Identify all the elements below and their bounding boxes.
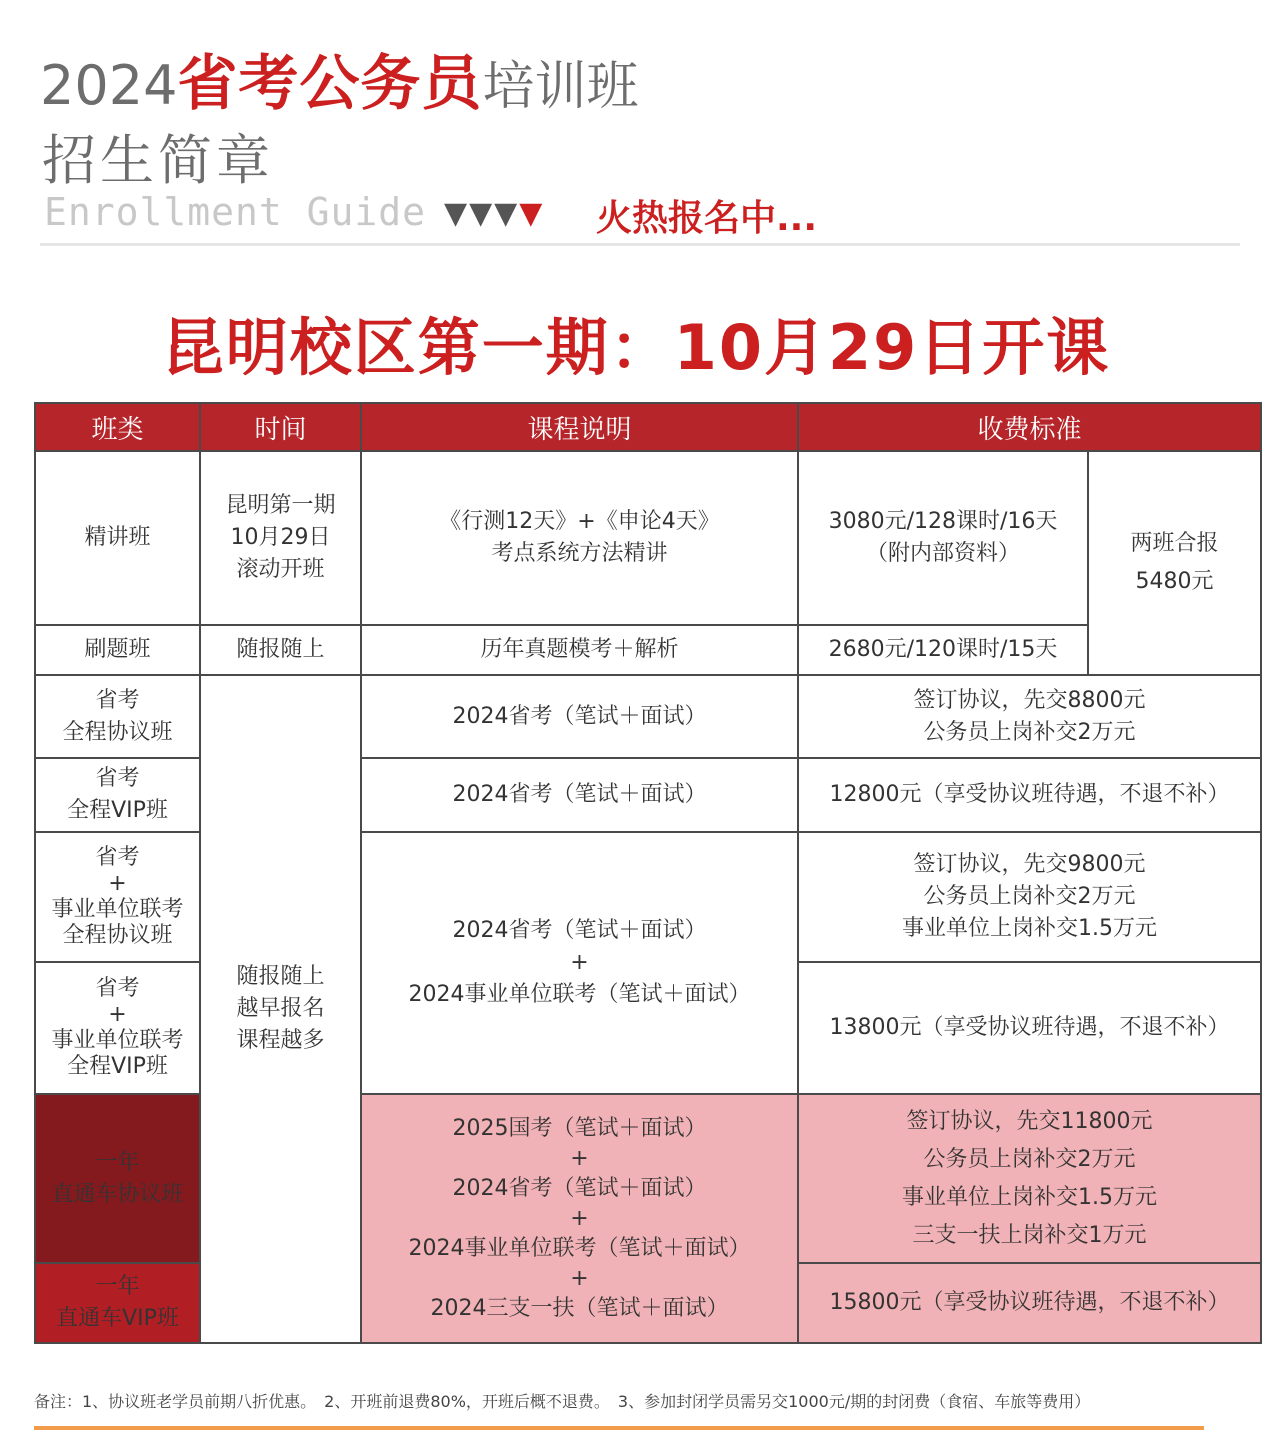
- fee-table: [34, 402, 1262, 1344]
- type-line: 全程协议班: [62, 923, 173, 948]
- time-cell-shared: [200, 675, 361, 1343]
- english-subtitle: Enrollment Guide: [44, 190, 427, 234]
- header-fee: 收费标准: [798, 403, 1261, 451]
- table-header-row: [35, 403, 1261, 451]
- time-line: 随报随上: [236, 964, 325, 989]
- table-row: [35, 451, 1261, 625]
- fee-cell: [798, 675, 1261, 758]
- fee-cell: 13800元（享受协议班待遇，不退不补）: [798, 962, 1261, 1094]
- course-line: 考点系统方法精讲: [491, 541, 668, 566]
- class-type-cell: [35, 1094, 200, 1263]
- course-line: +: [570, 1205, 589, 1231]
- fee-line: 事业单位上岗补交1.5万元: [902, 1184, 1157, 1210]
- fee-line: 三支一扶上岗补交1万元: [912, 1222, 1147, 1248]
- type-line: 一年: [95, 1149, 140, 1175]
- course-line: +: [570, 1145, 589, 1171]
- title-highlight: 省考公务员: [177, 49, 483, 119]
- table-row: [35, 625, 1261, 675]
- class-type-cell: 刷题班: [35, 625, 200, 675]
- fee-line: 公务员上岗补交2万元: [923, 719, 1136, 745]
- header-course: 课程说明: [361, 403, 798, 451]
- type-line: 省考: [95, 976, 140, 1001]
- type-line: 事业单位联考: [51, 897, 184, 922]
- fee-line: （附内部资料）: [865, 541, 1020, 566]
- course-line: 2024事业单位联考（笔试＋面试）: [408, 982, 751, 1007]
- fee-cell: [798, 451, 1088, 625]
- header-time: 时间: [200, 403, 361, 451]
- course-line: 2024事业单位联考（笔试＋面试）: [408, 1235, 751, 1261]
- title-year: 2024: [40, 54, 178, 117]
- course-line: 2024省考（笔试＋面试）: [452, 918, 707, 943]
- time-cell: [200, 451, 361, 625]
- fee-line: 公务员上岗补交2万元: [923, 1146, 1136, 1172]
- fee-cell: 15800元（享受协议班待遇，不退不补）: [798, 1263, 1261, 1343]
- type-line: 省考: [95, 766, 140, 791]
- type-line: 事业单位联考: [51, 1028, 184, 1053]
- course-line: 2024省考（笔试＋面试）: [452, 1175, 707, 1201]
- type-line: 直通车VIP班: [56, 1306, 179, 1331]
- time-line: 昆明第一期: [225, 493, 336, 518]
- class-type-cell: 精讲班: [35, 451, 200, 625]
- fee-cell: [798, 832, 1261, 962]
- footnote: 备注：1、协议班老学员前期八折优惠。 2、开班前退费80%，开班后概不退费。 3、参加封闭学员需另交1000元/期的封闭费（食宿、车旅等费用）: [34, 1392, 1091, 1411]
- class-type-cell: [35, 758, 200, 832]
- fee-cell: 2680元/120课时/15天: [798, 625, 1088, 675]
- campus-title: 昆明校区第一期：10月29日开课: [161, 311, 1111, 384]
- type-line: 直通车协议班: [51, 1181, 184, 1207]
- divider: [40, 243, 1240, 246]
- type-line: +: [108, 871, 127, 896]
- arrow-down-icon-gray: ▼▼▼: [444, 196, 520, 231]
- time-cell: 随报随上: [200, 625, 361, 675]
- hot-enrollment-text: 火热报名中...: [596, 198, 818, 239]
- course-cell: [361, 832, 798, 1094]
- type-line: 全程协议班: [62, 719, 173, 745]
- time-line: 滚动开班: [236, 557, 325, 582]
- class-type-cell: [35, 962, 200, 1094]
- course-line: +: [570, 1265, 589, 1291]
- fee-line: 签订协议，先交11800元: [906, 1108, 1153, 1134]
- arrow-down-icon-red: ▼: [519, 196, 545, 231]
- class-type-cell: [35, 832, 200, 962]
- type-line: +: [108, 1002, 127, 1027]
- type-line: 省考: [95, 845, 140, 870]
- fee-line: 公务员上岗补交2万元: [923, 884, 1136, 909]
- course-cell: 历年真题模考＋解析: [361, 625, 798, 675]
- fee-line: 签订协议，先交9800元: [913, 852, 1146, 877]
- fee-cell: [798, 1094, 1261, 1263]
- table-row: [35, 675, 1261, 758]
- page-title: [40, 36, 638, 122]
- type-line: 一年: [95, 1274, 140, 1299]
- combo-line: 两班合报: [1130, 531, 1219, 556]
- type-line: 全程VIP班: [67, 1054, 168, 1079]
- course-cell: [361, 451, 798, 625]
- type-line: 全程VIP班: [67, 798, 168, 823]
- subtitle: 招生简章: [42, 129, 274, 192]
- triangle-arrows: [444, 196, 544, 231]
- type-line: 省考: [95, 687, 140, 713]
- time-line: 课程越多: [236, 1028, 325, 1053]
- fee-cell: 12800元（享受协议班待遇，不退不补）: [798, 758, 1261, 832]
- course-line: 《行测12天》+《申论4天》: [439, 509, 720, 534]
- course-line: 2025国考（笔试＋面试）: [452, 1115, 707, 1141]
- course-cell: [361, 1094, 798, 1343]
- combo-line: 5480元: [1135, 569, 1214, 594]
- fee-line: 签订协议，先交8800元: [913, 687, 1146, 713]
- footer-bar: [34, 1426, 1204, 1430]
- class-type-cell: [35, 1263, 200, 1343]
- course-line: 2024三支一扶（笔试＋面试）: [430, 1295, 729, 1321]
- course-cell: 2024省考（笔试＋面试）: [361, 758, 798, 832]
- combo-fee-cell: [1088, 451, 1261, 675]
- class-type-cell: [35, 675, 200, 758]
- header-class-type: 班类: [35, 403, 200, 451]
- course-line: +: [570, 950, 589, 975]
- time-line: 越早报名: [236, 996, 325, 1021]
- fee-line: 3080元/128课时/16天: [828, 509, 1058, 534]
- fee-line: 事业单位上岗补交1.5万元: [902, 916, 1157, 941]
- course-cell: 2024省考（笔试＋面试）: [361, 675, 798, 758]
- title-suffix: 培训班: [482, 57, 639, 117]
- time-line: 10月29日: [230, 525, 331, 550]
